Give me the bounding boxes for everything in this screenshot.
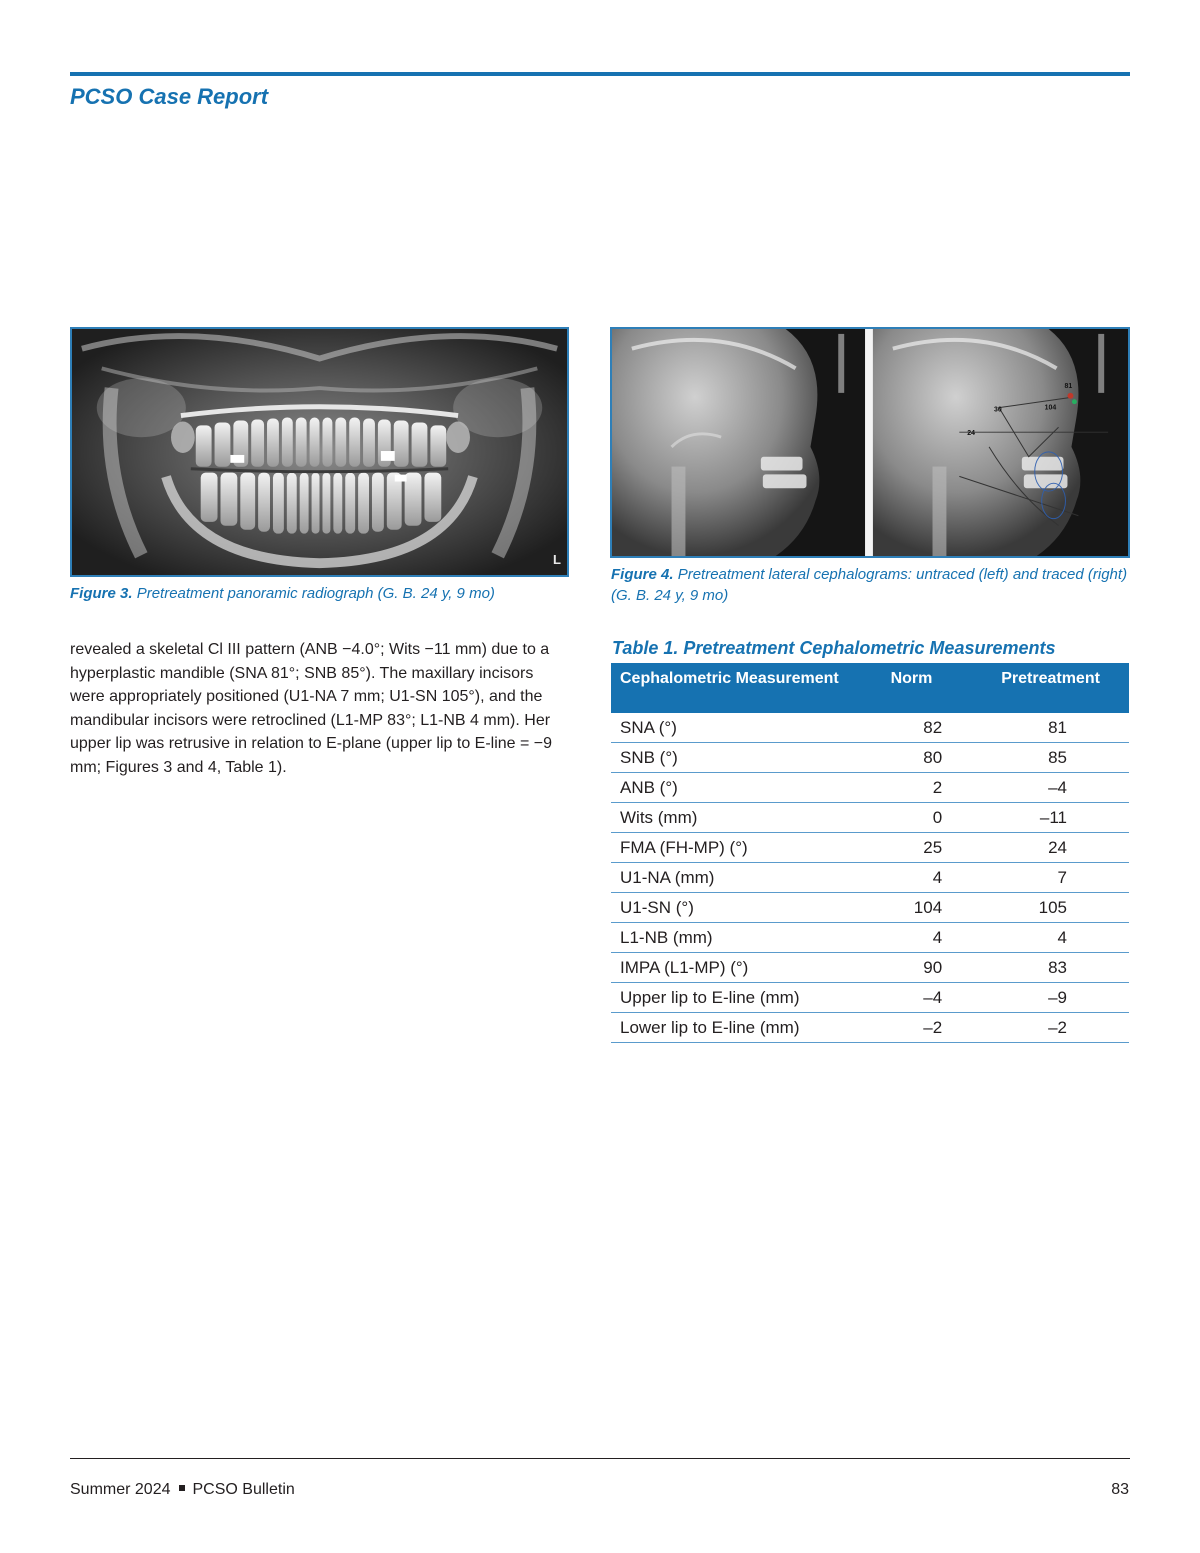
pretreatment-cell: 85 <box>972 743 1129 773</box>
tracing-label-sna: 81 <box>1064 382 1073 390</box>
table-row <box>611 953 1129 983</box>
measurement-cell: SNA (°) <box>611 713 851 743</box>
header-measurement: Cephalometric Measurement <box>611 663 851 713</box>
table-row <box>611 863 1129 893</box>
cephalograms-image <box>610 327 1130 558</box>
pretreatment-cell: 7 <box>972 863 1129 893</box>
pretreatment-cell: –4 <box>972 773 1129 803</box>
norm-cell: 4 <box>851 923 972 953</box>
figure-4-caption <box>611 564 1129 606</box>
table-row <box>611 773 1129 803</box>
measurement-cell: U1-SN (°) <box>611 893 851 923</box>
table-row <box>611 923 1129 953</box>
footer-publication: PCSO Bulletin <box>192 1481 295 1498</box>
norm-cell: 104 <box>851 893 972 923</box>
panoramic-radiograph-image <box>70 327 569 577</box>
norm-cell: 90 <box>851 953 972 983</box>
figure-3-label: Figure 3. <box>70 585 133 602</box>
table-title: Table 1. Pretreatment Cephalometric Measurements <box>612 638 1056 658</box>
header-pretreatment: Pretreatment <box>972 663 1129 713</box>
tracing-label-u1sn: 104 <box>1044 404 1057 412</box>
measurement-cell: FMA (FH-MP) (°) <box>611 833 851 863</box>
table-row <box>611 803 1129 833</box>
pretreatment-cell: 24 <box>972 833 1129 863</box>
pretreatment-cell: –2 <box>972 1013 1129 1043</box>
body-paragraph: revealed a skeletal Cl III pattern (ANB −4.0°; Wits −11 mm) due to a hyperplastic mandible (SNA 81°; SNB 85°). The maxillary incisors were appropriately positioned (U1-NA 7 mm; U1-SN 105°), and the mandibular incisors were retroclined (L1-MP 83°; L1-NB 4 mm). Her upper lip was retrusive in relation to E-plane (upper lip to E-line = −9 mm; Figures 3 and 4, Table 1). <box>70 641 553 776</box>
norm-cell: 2 <box>851 773 972 803</box>
table-row <box>611 893 1129 923</box>
page-number: 83 <box>1111 1481 1129 1498</box>
measurement-cell: IMPA (L1-MP) (°) <box>611 953 851 983</box>
footer-rule <box>70 1458 1130 1459</box>
header-rule <box>70 72 1130 76</box>
norm-cell: 82 <box>851 713 972 743</box>
table-row <box>611 833 1129 863</box>
tracing-label-sn: 30 <box>994 406 1002 414</box>
measurement-cell: SNB (°) <box>611 743 851 773</box>
figure-4-caption-text: Pretreatment lateral cephalograms: untraced (left) and traced (right) (G. B. 24 y, 9 mo) <box>611 566 1128 604</box>
norm-cell: 25 <box>851 833 972 863</box>
measurement-cell: ANB (°) <box>611 773 851 803</box>
measurement-cell: L1-NB (mm) <box>611 923 851 953</box>
table-header-row <box>611 663 1129 713</box>
pretreatment-cell: 83 <box>972 953 1129 983</box>
running-head: PCSO Case Report <box>70 84 269 109</box>
norm-cell: 4 <box>851 863 972 893</box>
norm-cell: –4 <box>851 983 972 1013</box>
square-bullet-icon <box>179 1485 185 1491</box>
footer-issue: Summer 2024 <box>70 1481 171 1498</box>
measurement-cell: U1-NA (mm) <box>611 863 851 893</box>
measurement-cell: Upper lip to E-line (mm) <box>611 983 851 1013</box>
pretreatment-cell: –11 <box>972 803 1129 833</box>
header-norm: Norm <box>851 663 972 713</box>
measurement-cell: Wits (mm) <box>611 803 851 833</box>
norm-cell: 0 <box>851 803 972 833</box>
figure-3-caption-text: Pretreatment panoramic radiograph (G. B. 24 y, 9 mo) <box>136 585 495 602</box>
pretreatment-cell: –9 <box>972 983 1129 1013</box>
pretreatment-cell: 105 <box>972 893 1129 923</box>
figure-3-caption <box>70 583 570 604</box>
measurement-cell: Lower lip to E-line (mm) <box>611 1013 851 1043</box>
cephalometric-table <box>611 663 1129 1043</box>
figure-4-label: Figure 4. <box>611 566 674 583</box>
norm-cell: –2 <box>851 1013 972 1043</box>
table-row <box>611 1013 1129 1043</box>
tracing-label-fma: 24 <box>967 430 975 438</box>
footer-issue-info <box>70 1481 295 1499</box>
pretreatment-cell: 4 <box>972 923 1129 953</box>
table-row <box>611 713 1129 743</box>
norm-cell: 80 <box>851 743 972 773</box>
table-row <box>611 983 1129 1013</box>
radiograph-side-marker: L <box>553 552 561 567</box>
table-row <box>611 743 1129 773</box>
pretreatment-cell: 81 <box>972 713 1129 743</box>
